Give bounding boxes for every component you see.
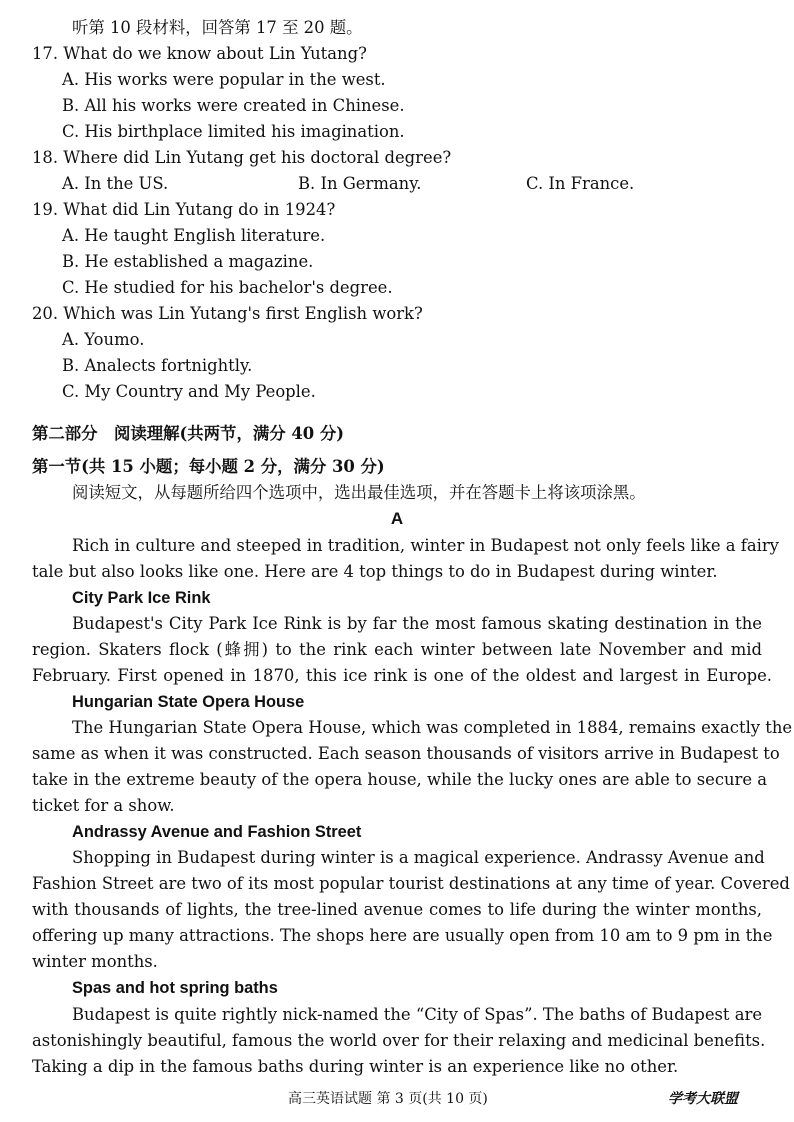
footer-brand: 学考大联盟 <box>668 1091 738 1107</box>
q20-option-b: B. Analects fortnightly. <box>62 356 253 375</box>
s2-line-1: The Hungarian State Opera House, which was completed in 1884, remains exactly the <box>72 718 793 737</box>
s2-line-4: ticket for a show. <box>32 796 175 815</box>
q20-option-a: A. Youmo. <box>62 330 145 349</box>
footer-page-info: 高三英语试题 第 3 页(共 10 页) <box>288 1091 488 1107</box>
q19-stem: 19. What did Lin Yutang do in 1924? <box>32 200 336 219</box>
q17-option-a: A. His works were popular in the west. <box>62 70 386 89</box>
q18-option-a: A. In the US. <box>62 174 169 193</box>
s1-line-3: February. First opened in 1870, this ice rink is one of the oldest and largest in Europe. <box>32 666 772 685</box>
intro-line-2: tale but also looks like one. Here are 4 top things to do in Budapest during winter. <box>32 562 718 581</box>
heading-opera-house: Hungarian State Opera House <box>72 693 305 711</box>
q19-option-b: B. He established a magazine. <box>62 252 314 271</box>
s3-line-4: offering up many attractions. The shops here are usually open from 10 am to 9 pm in the <box>32 926 773 945</box>
q18-stem: 18. Where did Lin Yutang get his doctoral degree? <box>32 148 452 167</box>
section-one-title: 第一节(共 15 小题；每小题 2 分，满分 30 分) <box>32 457 385 476</box>
s4-line-3: Taking a dip in the famous baths during winter is an experience like no other. <box>32 1057 679 1076</box>
intro-line-1: Rich in culture and steeped in tradition, winter in Budapest not only feels like a fairy <box>72 536 779 555</box>
part-two-title: 第二部分 阅读理解(共两节，满分 40 分) <box>32 424 344 443</box>
reading-directions: 阅读短文，从每题所给四个选项中，选出最佳选项，并在答题卡上将该项涂黑。 <box>72 483 646 502</box>
heading-city-park-ice-rink: City Park Ice Rink <box>72 589 211 607</box>
passage-label: A <box>390 509 404 528</box>
s3-line-5: winter months. <box>32 952 158 971</box>
s4-line-1: Budapest is quite rightly nick-named the “City of Spas”. The baths of Budapest are <box>72 1005 763 1024</box>
q17-option-b: B. All his works were created in Chinese. <box>62 96 405 115</box>
q17-option-c: C. His birthplace limited his imagination. <box>62 122 405 141</box>
s3-line-3: with thousands of lights, the tree-lined avenue comes to life during the winter months, <box>32 900 762 919</box>
s1-line-2: region. Skaters flock (蜂拥) to the rink each winter between late November and mid <box>32 640 762 659</box>
q19-option-a: A. He taught English literature. <box>62 226 326 245</box>
s2-line-3: take in the extreme beauty of the opera house, while the lucky ones are able to secure a <box>32 770 768 789</box>
s1-line-1: Budapest's City Park Ice Rink is by far the most famous skating destination in the <box>72 614 762 633</box>
listening-instruction: 听第 10 段材料，回答第 17 至 20 题。 <box>72 18 363 37</box>
s3-line-2: Fashion Street are two of its most popular tourist destinations at any time of year. Covered <box>32 874 790 893</box>
heading-andrassy-avenue: Andrassy Avenue and Fashion Street <box>72 823 362 841</box>
s4-line-2: astonishingly beautiful, famous the world over for their relaxing and medicinal benefits. <box>32 1031 766 1050</box>
q17-stem: 17. What do we know about Lin Yutang? <box>32 44 367 63</box>
q20-stem: 20. Which was Lin Yutang's first English work? <box>32 304 423 323</box>
s3-line-1: Shopping in Budapest during winter is a magical experience. Andrassy Avenue and <box>72 848 765 867</box>
q18-option-b: B. In Germany. <box>298 174 422 193</box>
s2-line-2: same as when it was constructed. Each season thousands of visitors arrive in Budapest to <box>32 744 780 763</box>
heading-spas: Spas and hot spring baths <box>72 979 278 997</box>
q20-option-c: C. My Country and My People. <box>62 382 316 401</box>
q18-option-c: C. In France. <box>526 174 635 193</box>
q19-option-c: C. He studied for his bachelor's degree. <box>62 278 393 297</box>
